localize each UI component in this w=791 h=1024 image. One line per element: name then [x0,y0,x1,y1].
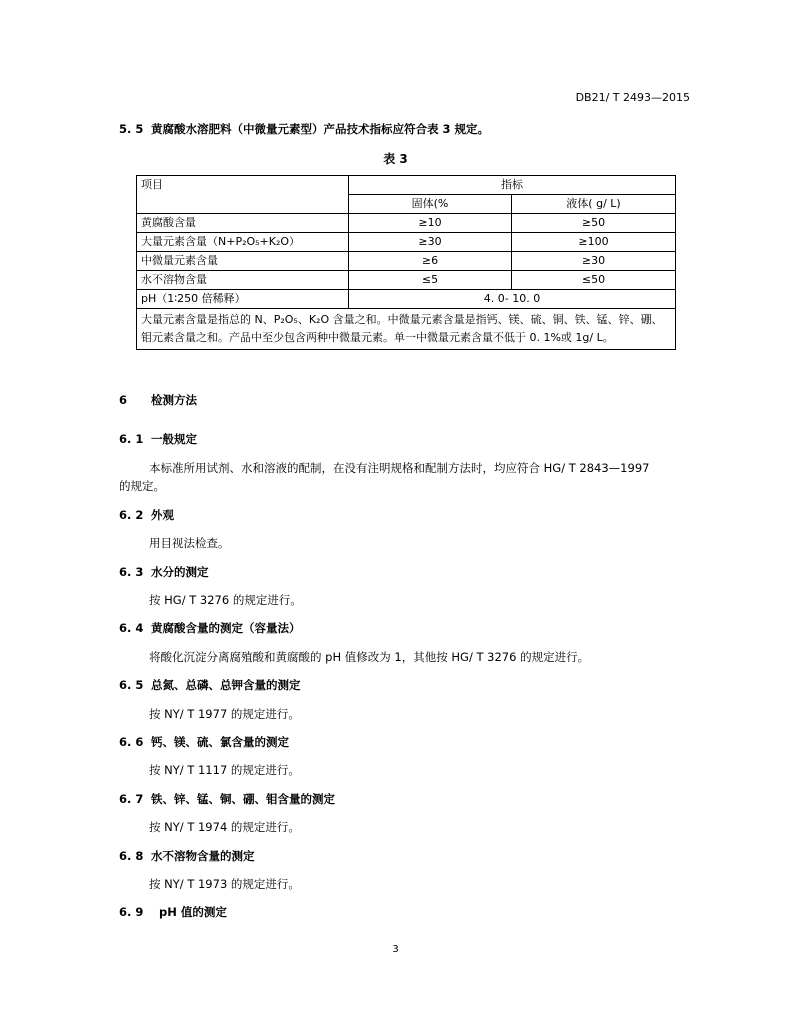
section-6-2-text: 用目视法检查。 [149,536,230,550]
section-6-6-heading [119,734,289,750]
table-row [137,233,676,252]
section-6-3-heading [119,564,209,580]
page-number: 3 [392,944,399,955]
section-title: 检测方法 [151,393,197,407]
section-6-5-heading [119,677,301,693]
section-6-7-text: 按 NY/ T 1974 的规定进行。 [149,820,300,834]
header-item: 项目 [137,176,349,214]
row-item: 大量元素含量（N+P₂O₅+K₂O） [137,233,349,252]
spec-table [136,175,676,350]
section-number: 6. 1 [119,432,144,446]
row-item: 黄腐酸含量 [137,214,349,233]
ph-item: pH（1∶250 倍稀释） [137,290,349,309]
section-6-heading [119,392,197,408]
header-solid: 固体(% [349,195,512,214]
table-row [137,214,676,233]
section-number: 6. 9 [119,905,144,919]
table-header-row [137,176,676,195]
section-6-7-heading [119,791,335,807]
table-caption: 表 3 [383,152,408,166]
section-title: 铁、锌、锰、铜、硼、钼含量的测定 [151,792,335,806]
section-number: 6. 6 [119,735,144,749]
section-6-8-text: 按 NY/ T 1973 的规定进行。 [149,877,300,891]
section-title: 一般规定 [151,432,197,446]
section-number: 6. 3 [119,565,144,579]
section-6-2-heading [119,507,174,523]
section-number: 6. 4 [119,621,144,635]
row-liquid: ≥100 [512,233,676,252]
table-row [137,271,676,290]
section-number: 6. 7 [119,792,144,806]
section-number: 6. 5 [119,678,144,692]
section-6-1-text-line1: 本标准所用试剂、水和溶液的配制，在没有注明规格和配制方法时，均应符合 HG/ T 2843—1997 [149,461,650,475]
section-number: 6. 8 [119,849,144,863]
row-liquid: ≥50 [512,214,676,233]
row-solid: ≥6 [349,252,512,271]
standard-number: DB21/ T 2493—2015 [575,91,690,104]
table-row-ph [137,290,676,309]
table-note: 大量元素含量是指总的 N、P₂O₅、K₂O 含量之和。中微量元素含量是指钙、镁、硫、铜、铁、锰、锌、硼、钼元素含量之和。产品中至少包含两种中微量元素。单一中微量元素含量不低于 0. 1%或 1g/ L。 [137,309,676,350]
section-5-5-heading [119,121,489,137]
ph-value: 4. 0- 10. 0 [349,290,676,309]
table-row [137,252,676,271]
section-title: 水分的测定 [151,565,209,579]
section-title: 水不溶物含量的测定 [151,849,255,863]
section-6-1-text-line2: 的规定。 [119,479,165,493]
section-6-4-heading [119,620,301,636]
section-6-4-text: 将酸化沉淀分离腐殖酸和黄腐酸的 pH 值修改为 1，其他按 HG/ T 3276 的规定进行。 [149,650,590,664]
row-solid: ≥10 [349,214,512,233]
section-6-9-heading [119,904,227,920]
section-6-5-text: 按 NY/ T 1977 的规定进行。 [149,707,300,721]
row-item: 中微量元素含量 [137,252,349,271]
row-liquid: ≥30 [512,252,676,271]
section-title: 黄腐酸水溶肥料（中微量元素型）产品技术指标应符合表 3 规定。 [151,122,490,136]
row-item: 水不溶物含量 [137,271,349,290]
row-liquid: ≤50 [512,271,676,290]
section-6-8-heading [119,848,255,864]
section-title: 黄腐酸含量的测定（容量法） [151,621,301,635]
section-6-6-text: 按 NY/ T 1117 的规定进行。 [149,763,300,777]
row-solid: ≤5 [349,271,512,290]
row-solid: ≥30 [349,233,512,252]
section-title: 钙、镁、硫、氯含量的测定 [151,735,289,749]
section-6-3-text: 按 HG/ T 3276 的规定进行。 [149,593,302,607]
header-liquid: 液体( g/ L) [512,195,676,214]
section-title: 外观 [151,508,174,522]
section-title: 总氮、总磷、总钾含量的测定 [151,678,301,692]
table-note-row [137,309,676,350]
section-number: 6 [119,393,128,407]
section-number: 6. 2 [119,508,144,522]
section-6-1-heading [119,431,197,447]
section-number: 5. 5 [119,122,144,136]
header-index: 指标 [349,176,676,195]
section-title: pH 值的测定 [159,905,227,919]
